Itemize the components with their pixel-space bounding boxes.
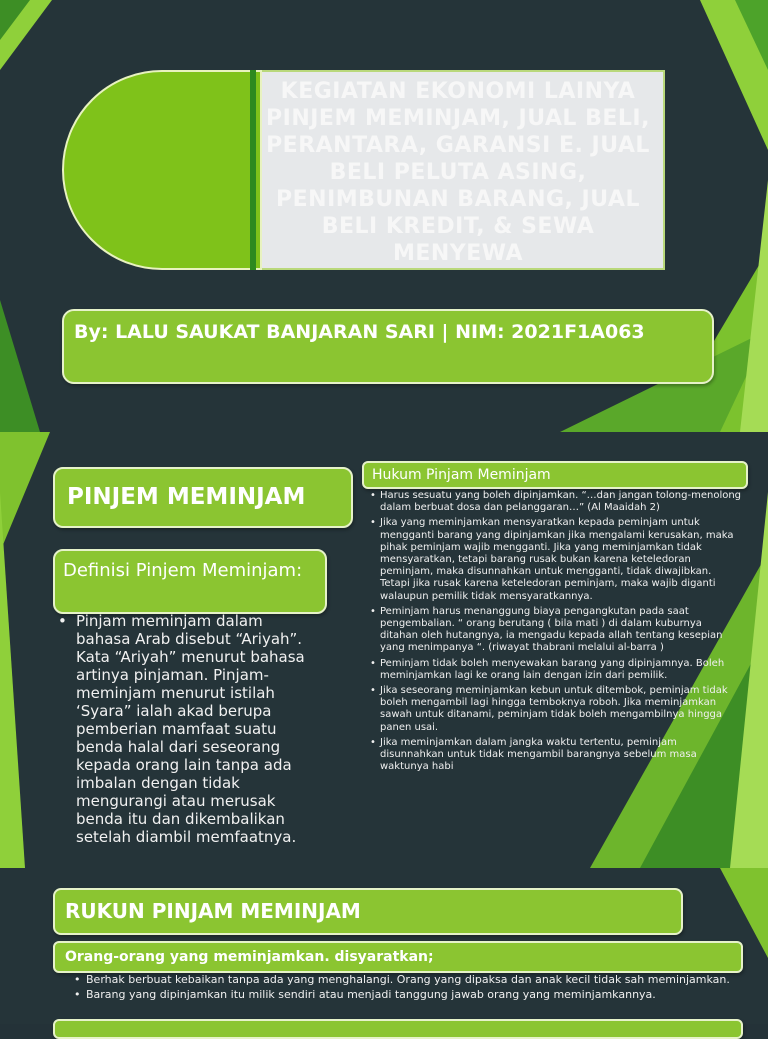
list-item: • Barang yang dipinjamkan itu milik sendiri atau menjadi tanggung jawab orang yang meminjamkannya. [74,987,656,1001]
list-item: • Jika seseorang meminjamkan kebun untuk ditembok, peminjam tidak boleh mengambil lagi hingga temboknya roboh. Jika meminjamkan sawah untuk ditanami, peminjam tidak boleh mengambilnya hingga panen usai. [370,685,728,733]
bullet-icon: • [370,605,376,617]
definition-list [56,612,318,846]
bullet-icon: • [370,657,376,669]
list-item: • Jika yang meminjamkan mensyaratkan kepada peminjam untuk mengganti barang yang dipinjamkan jika mengalami kerusakan, maka pihak peminjam wajib mengganti. Jika yang meminjamkan tidak mensyaratkan, tetapi barang rusak bukan karena keteledoran peminjam, maka disunnahkan untuk mengganti, tidak diwajibkan. Tetapi jika rusak karena keteledoran peminjam, maka wajib diganti walaupun pemilik tidak mensyaratkannya. [370,517,734,602]
title-cap [62,70,262,270]
list-item: • Peminjam harus menanggung biaya pengangkutan pada saat pengembalian. “ orang berutang ( bila mati ) di dalam kuburnya ditahan oleh hutangnya, ia mengadu kepada allah tentang kesepian yang menimpanya “. (riwayat thabrani melalui al-barra ) [370,605,723,654]
rukun-list [74,974,754,1003]
list-item: • Berhak berbuat kebaikan tanpa ada yang menghalangi. Orang yang dipaksa dan anak kecil tidak sah meminjamkan. [74,973,730,986]
title-box [62,70,665,270]
slide-title-text: KEGIATAN EKONOMI LAINYA PINJEM MEMINJAM, JUAL BELI, PERANTARA, GARANSI E. JUAL BELI PELUTA ASING, PENIMBUNAN BARANG, JUAL BELI KREDIT, & SEWA MENYEWA [266,79,650,266]
list-item: • Harus sesuatu yang boleh dipinjamkan. “…dan jangan tolong-menolong dalam berbuat dosa dan pelanggaran…” (Al Maaidah 2) [370,490,742,514]
author-box: By: LALU SAUKAT BANJARAN SARI | NIM: 2021F1A063 [62,309,714,384]
hukum-list [370,490,742,776]
bullet-icon: • [74,987,81,1001]
list-item: • Jika meminjamkan dalam jangka waktu tertentu, peminjam disunnahkan untuk tidak mengambil barangnya sebelum masa waktunya habi [370,736,697,773]
hukum-heading: Hukum Pinjam Meminjam [362,461,748,489]
definition-heading: Definisi Pinjem Meminjam: [53,549,327,614]
list-item: • Peminjam tidak boleh menyewakan barang yang dipinjamnya. Boleh meminjamkan lagi ke orang lain dengan izin dari pemilik. [370,657,725,681]
bullet-icon: • [370,685,376,697]
bullet-icon: • [370,517,376,529]
bullet-icon: • [370,736,376,748]
list-item: • Pinjam meminjam dalam bahasa Arab disebut “Ariyah”. Kata “Ariyah” menurut bahasa artinya pinjaman. Pinjam-meminjam menurut istilah ‘Syara” ialah akad berupa pemberian mamfaat suatu benda halal dari seseorang kepada orang lain tanpa ada imbalan dengan tidak mengurangi atau merusak benda itu dan dikembalikan setelah diambil memfaatnya. [58,612,305,846]
next-box-edge [53,1019,743,1039]
rukun-heading: RUKUN PINJAM MEMINJAM [53,888,683,935]
bullet-icon: • [370,490,376,501]
title-stripe [250,70,256,270]
pinjem-meminjam-heading: PINJEM MEMINJAM [53,467,353,528]
slide-title [0,0,768,432]
bullet-icon: • [58,612,67,630]
bullet-icon: • [74,973,81,986]
rukun-subheading: Orang-orang yang meminjamkan. disyaratkan; [53,941,743,973]
